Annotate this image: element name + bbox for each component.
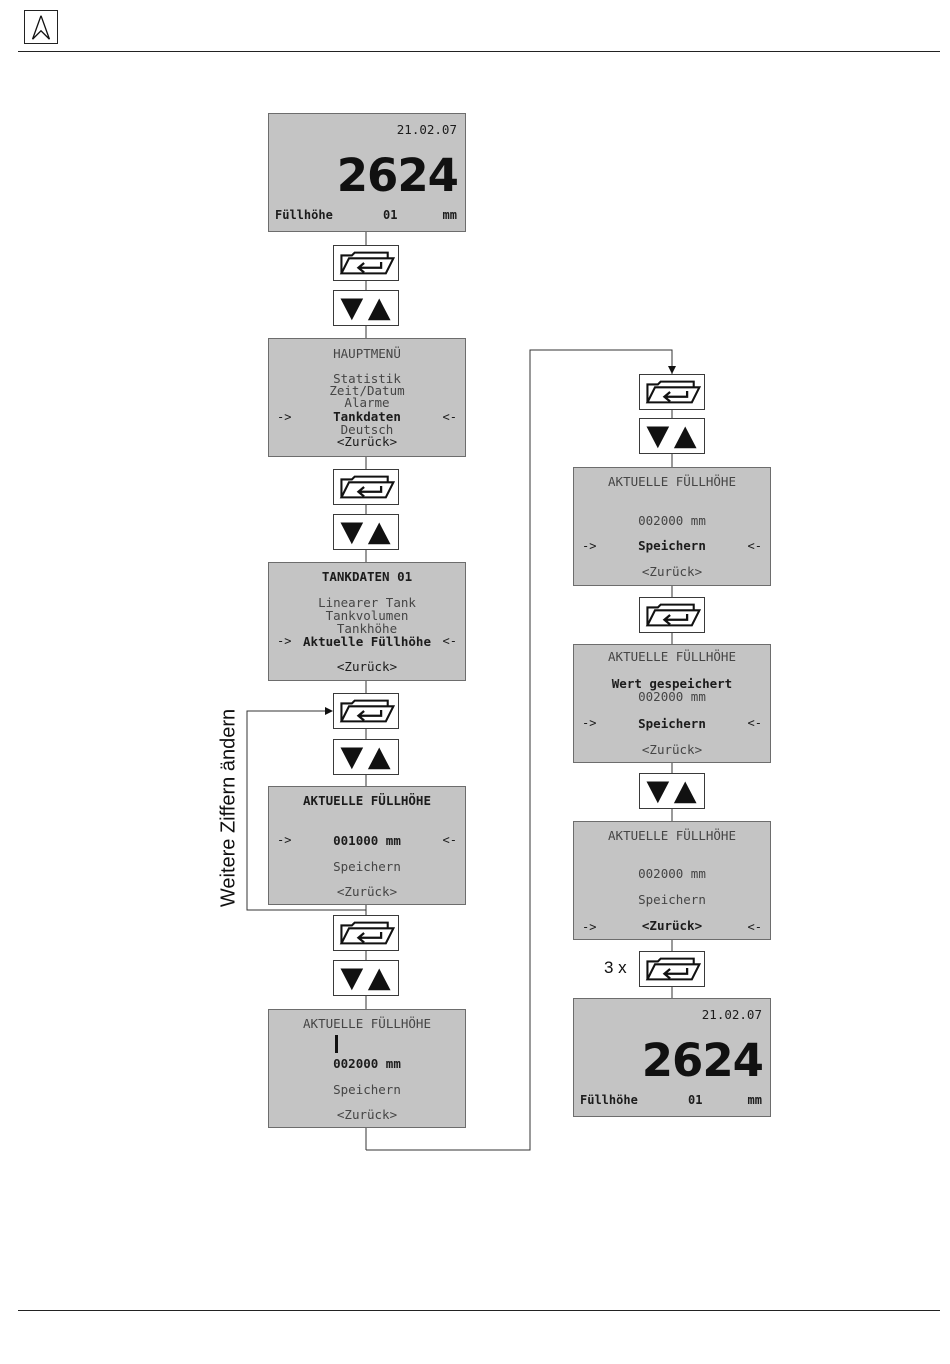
level-readout: 2624 xyxy=(641,1034,763,1087)
down-up-arrows-icon xyxy=(334,291,398,325)
enter-button[interactable] xyxy=(333,469,399,505)
selection-arrow-right: <- xyxy=(442,634,457,648)
display-home-bottom xyxy=(573,998,771,1117)
menu-item: Statistik xyxy=(333,371,401,386)
save-option-selected: Speichern xyxy=(638,538,706,553)
selection-arrow-left: -> xyxy=(277,410,292,424)
level-value: 002000 mm xyxy=(333,1056,401,1071)
date-readout: 21.02.07 xyxy=(701,1007,762,1022)
level-readout: 2624 xyxy=(336,149,458,202)
folder-enter-icon xyxy=(334,470,398,504)
level-label: Füllhöhe xyxy=(275,208,333,222)
screen-title: AKTUELLE FÜLLHÖHE xyxy=(608,828,736,843)
down-up-arrows-icon xyxy=(334,515,398,549)
display-main-menu xyxy=(268,338,466,457)
folder-enter-icon xyxy=(334,246,398,280)
down-up-arrows-icon xyxy=(640,774,704,808)
back-option-selected: <Zurück> xyxy=(641,918,703,933)
digit-cursor xyxy=(335,1035,338,1053)
loop-label: Weitere Ziffern ändern xyxy=(217,708,240,908)
menu-item-back: <Zurück> xyxy=(336,434,398,449)
up-down-button[interactable] xyxy=(333,514,399,550)
date-readout: 21.02.07 xyxy=(396,122,457,137)
up-down-button[interactable] xyxy=(333,739,399,775)
selection-arrow-left: -> xyxy=(582,716,597,730)
enter-button[interactable] xyxy=(333,693,399,729)
selection-arrow-left: -> xyxy=(582,920,597,934)
unit-label: mm xyxy=(747,1093,762,1107)
selection-arrow-right: <- xyxy=(747,716,762,730)
menu-title: HAUPTMENÜ xyxy=(333,346,401,361)
save-option-selected: Speichern xyxy=(638,716,706,731)
up-down-button[interactable] xyxy=(639,418,705,454)
menu-item: Tankhöhe xyxy=(336,621,398,636)
folder-enter-icon xyxy=(640,375,704,409)
enter-button[interactable] xyxy=(639,951,705,987)
display-tank-data xyxy=(268,562,466,681)
enter-button[interactable] xyxy=(333,245,399,281)
screen-title: AKTUELLE FÜLLHÖHE xyxy=(608,649,736,664)
menu-item-back: <Zurück> xyxy=(336,659,398,674)
display-home-top xyxy=(268,113,466,232)
enter-button[interactable] xyxy=(333,915,399,951)
save-option: Speichern xyxy=(638,892,706,907)
back-option: <Zurück> xyxy=(641,742,703,757)
up-down-button[interactable] xyxy=(639,773,705,809)
level-value: 002000 mm xyxy=(638,689,706,704)
up-down-button[interactable] xyxy=(333,960,399,996)
menu-item: Linearer Tank xyxy=(318,595,416,610)
down-up-arrows-icon xyxy=(640,419,704,453)
selection-arrow-left: -> xyxy=(277,833,292,847)
save-option: Speichern xyxy=(333,1082,401,1097)
selection-arrow-left: -> xyxy=(277,634,292,648)
menu-item-selected: Tankdaten xyxy=(333,409,401,424)
menu-item: Deutsch xyxy=(340,422,394,437)
level-value: 002000 mm xyxy=(638,513,706,528)
folder-enter-icon xyxy=(334,916,398,950)
menu-item: Zeit/Datum xyxy=(329,383,405,398)
tank-number: 01 xyxy=(383,208,398,222)
screen-title: AKTUELLE FÜLLHÖHE xyxy=(303,793,431,808)
screen-title: AKTUELLE FÜLLHÖHE xyxy=(608,474,736,489)
level-label: Füllhöhe xyxy=(580,1093,638,1107)
enter-button[interactable] xyxy=(639,374,705,410)
back-option: <Zurück> xyxy=(336,1107,398,1122)
display-level-edit xyxy=(268,786,466,905)
folder-enter-icon xyxy=(334,694,398,728)
menu-item: Tankvolumen xyxy=(325,608,409,623)
display-level-cursor xyxy=(268,1009,466,1128)
selection-arrow-left: -> xyxy=(582,539,597,553)
selection-arrow-right: <- xyxy=(747,920,762,934)
up-down-button[interactable] xyxy=(333,290,399,326)
menu-item: Alarme xyxy=(344,395,390,410)
selection-arrow-right: <- xyxy=(442,410,457,424)
folder-enter-icon xyxy=(640,598,704,632)
menu-title: TANKDATEN 01 xyxy=(321,569,413,584)
screen-title: AKTUELLE FÜLLHÖHE xyxy=(303,1016,431,1031)
repeat-count-label: 3 x xyxy=(604,958,627,977)
display-value-saved xyxy=(573,644,771,763)
display-save-select xyxy=(573,467,771,586)
down-up-arrows-icon xyxy=(334,740,398,774)
selection-arrow-right: <- xyxy=(747,539,762,553)
level-value: 001000 mm xyxy=(333,833,401,848)
display-back-select xyxy=(573,821,771,940)
folder-enter-icon xyxy=(640,952,704,986)
tank-number: 01 xyxy=(688,1093,703,1107)
saved-message: Wert gespeichert xyxy=(611,676,733,691)
back-option: <Zurück> xyxy=(336,884,398,899)
level-value: 002000 mm xyxy=(638,866,706,881)
down-up-arrows-icon xyxy=(334,961,398,995)
menu-item-selected: Aktuelle Füllhöhe xyxy=(303,634,431,649)
back-option: <Zurück> xyxy=(641,564,703,579)
unit-label: mm xyxy=(442,208,457,222)
enter-button[interactable] xyxy=(639,597,705,633)
save-option: Speichern xyxy=(333,859,401,874)
selection-arrow-right: <- xyxy=(442,833,457,847)
